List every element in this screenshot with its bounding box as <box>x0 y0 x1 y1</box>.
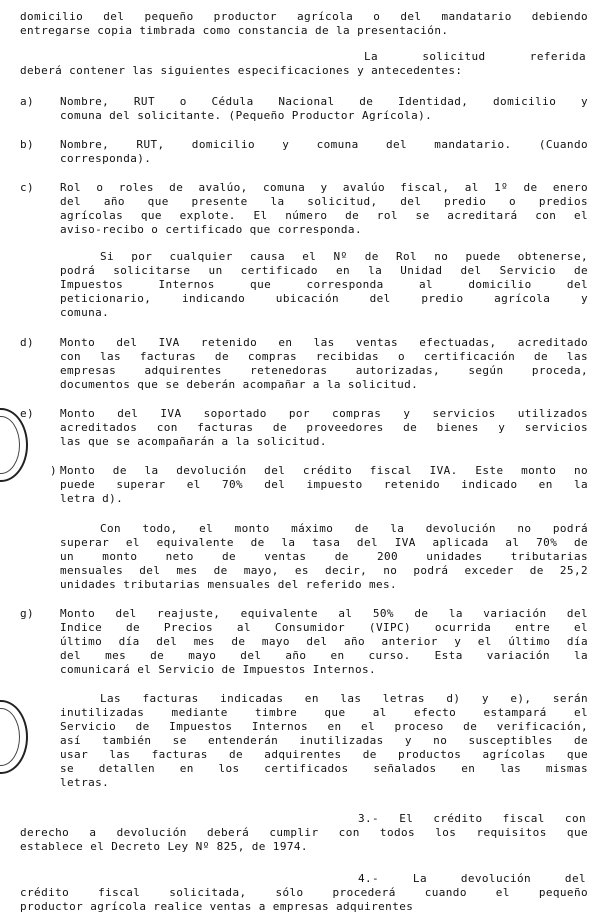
text-line: peticionario, indicando ubicación del predio agrícola y <box>60 292 588 305</box>
text-line: deberá contener las siguientes especificaciones y antecedentes: <box>20 64 463 77</box>
text-line: Nombre, RUT, domicilio y comuna del mandatario. (Cuando <box>60 138 588 151</box>
text-line: 3.- El crédito fiscal con <box>358 812 586 825</box>
text-line: Nombre, RUT o Cédula Nacional de Identidad, domicilio y <box>60 95 588 108</box>
text-line: se detallen en los certificados señalados en las mismas <box>60 762 588 775</box>
text-line: e) <box>20 407 35 420</box>
text-line: Impuestos Internos que corresponda al domicilio del <box>60 278 588 291</box>
text-line: Con todo, el monto máximo de la devolución no podrá <box>100 522 588 535</box>
text-line: las que se acompañarán a la solicitud. <box>60 435 327 448</box>
text-line: comuna. <box>60 306 110 319</box>
text-line: a) <box>20 95 35 108</box>
text-line: comunicará el Servicio de Impuestos Internos. <box>60 663 377 676</box>
text-line: superar el equivalente de la tasa del IVA aplicada al 70% de <box>60 536 588 549</box>
text-line: La solicitud referida <box>364 50 586 63</box>
text-line: Si por cualquier causa el Nº de Rol no puede obtenerse, <box>100 250 588 263</box>
text-line: inutilizadas mediante timbre que al efecto estampará el <box>60 706 588 719</box>
text-line: derecho a devolución deberá cumplir con todos los requisitos que <box>20 826 588 839</box>
text-line: mensuales del mes de mayo, es decir, no podrá exceder de 25,2 <box>60 564 588 577</box>
text-line: Rol o roles de avalúo, comuna y avalúo fiscal, al 1º de enero <box>60 181 588 194</box>
text-line: Monto del IVA soportado por compras y servicios utilizados <box>60 407 588 420</box>
text-line: del mes de mayo del año en curso. Esta variación la <box>60 649 588 662</box>
text-line: letras. <box>60 776 110 789</box>
text-line: ) <box>50 464 58 477</box>
text-line: corresponda). <box>60 152 152 165</box>
text-line: así también se entenderán inutilizadas y no susceptibles de <box>60 734 588 747</box>
text-line: 4.- La devolución del <box>358 872 586 885</box>
text-line: letra d). <box>60 492 124 505</box>
text-line: Monto del reajuste, equivalente al 50% de la variación del <box>60 607 588 620</box>
text-line: c) <box>20 181 35 194</box>
text-line: Monto del IVA retenido en las ventas efectuadas, acreditado <box>60 336 588 349</box>
text-line: Las facturas indicadas en las letras d) y e), serán <box>100 692 588 705</box>
text-line: último día del mes de mayo del año anterior y el último día <box>60 635 588 648</box>
text-line: puede superar el 70% del impuesto retenido indicado en la <box>60 478 588 491</box>
text-line: comuna del solicitante. (Pequeño Productor Agrícola). <box>60 109 433 122</box>
text-line: del año que presente la solicitud, del predio o predios <box>60 195 588 208</box>
text-line: usar las facturas de adquirentes de productos agrícolas que <box>60 748 588 761</box>
text-line: d) <box>20 336 35 349</box>
text-line: documentos que se deberán acompañar a la solicitud. <box>60 378 419 391</box>
text-line: agrícolas que explote. El número de rol se acreditará con el <box>60 209 588 222</box>
text-line: acreditados con facturas de proveedores de bienes y servicios <box>60 421 588 434</box>
text-line: unidades tributarias mensuales del referido mes. <box>60 578 398 591</box>
text-line: Servicio de Impuestos Internos en el proceso de verificación, <box>60 720 588 733</box>
text-line: domicilio del pequeño productor agrícola o del mandatario debiendo <box>20 10 588 23</box>
text-line: g) <box>20 607 35 620</box>
text-line: empresas adquirentes retenedoras autorizadas, según proceda, <box>60 364 588 377</box>
text-line: entregarse copia timbrada como constancia de la presentación. <box>20 24 449 37</box>
text-line: b) <box>20 138 35 151</box>
text-line: aviso-recibo o certificado que corresponda. <box>60 223 362 236</box>
text-line: con las facturas de compras recibidas o certificación de las <box>60 350 588 363</box>
text-line: Monto de la devolución del crédito fiscal IVA. Este monto no <box>60 464 588 477</box>
text-line: productor agrícola realice ventas a empresas adquirentes <box>20 900 414 913</box>
text-line: establece el Decreto Ley Nº 825, de 1974. <box>20 840 308 853</box>
seal-stamp-bottom <box>0 700 28 774</box>
text-line: un monto neto de ventas de 200 unidades tributarias <box>60 550 588 563</box>
text-line: Indice de Precios al Consumidor (VIPC) ocurrida entre el <box>60 621 588 634</box>
text-line: podrá solicitarse un certificado en la Unidad del Servicio de <box>60 264 588 277</box>
text-line: crédito fiscal solicitada, sólo procederá cuando el pequeño <box>20 886 588 899</box>
